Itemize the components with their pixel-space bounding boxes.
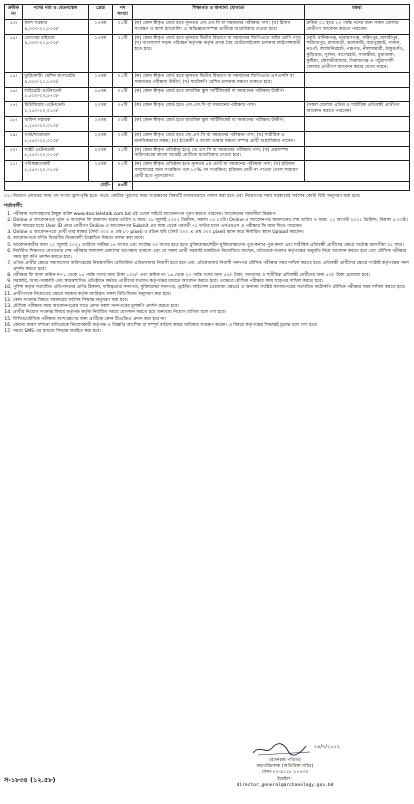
remark-cell <box>305 87 410 102</box>
count-cell: ০১টি <box>113 34 133 72</box>
remark-cell: (সকল জেলার এতিম ও শারীরিক প্রতিবন্ধী প্রার্থীগণ আবেদন করতে পারবেন) <box>305 102 410 117</box>
serial-cell: ২০। <box>5 146 23 161</box>
pay-scale: ৮,২৫০-২০,০১০/- <box>24 109 60 115</box>
signatory-email: ইমেইল-director_general@archaeology.gov.bd <box>236 776 334 788</box>
pay-scale: ৯,০০০-২১,৮০০/- <box>24 79 60 85</box>
signatory-phone: ফোন-০২-৯১২৮ ৮৭৫৩০ <box>261 770 309 776</box>
total-row <box>5 181 410 190</box>
remark-cell <box>305 117 410 132</box>
notice-page <box>4 4 410 796</box>
col-header-serial: ক্রমিক নং <box>5 5 23 20</box>
count-cell: ০৭টি <box>113 102 133 117</box>
reference-code: স-১৮৩৪ (১২.৫৮) <box>4 776 56 784</box>
post-name: গার্ড/দারোয়ান <box>24 132 51 138</box>
signature-date: ২৪/৭/২০২২ <box>313 744 340 750</box>
pay-scale: ৮,২৫০-২০,০১০/- <box>24 153 60 159</box>
count-cell: ০৩টি <box>113 117 133 132</box>
condition-item: 8. পরীক্ষার ফি বাবদ ক্রমিক নং-১ থেকে ১৫ পর্যন্ত পদের জন্য টাকা ১০০/- এবং ক্রমিক নং ১৬ থেকে ২২ পর্যন্ত পদের জন্য ৫০/- টাকা, অনগ্রসর ও শারীরিক প্রতিবন্ধী প্রার্থীদের জন্য ৫০/- টাকা প্রযোজ্য হবে। <box>13 273 410 279</box>
remark-cell <box>305 146 410 161</box>
remark-cell <box>305 131 410 146</box>
serial-cell: ১৮। <box>5 117 23 132</box>
serial-cell: ১৬। <box>5 87 23 102</box>
signatory-title: মহাপরিচালক (অতিরিক্ত সচিব) <box>256 764 314 770</box>
condition-item: 12. কোন সংক্রান্ত বিষয়ে সরকারের সর্বশেষ সিদ্ধান্ত অনুসরণ করা হবে। <box>13 298 410 304</box>
qualification-cell: (ক) কোন স্বীকৃত বোর্ড হতে ন্যূনতম দ্বিতীয় বিভাগে বা সমমানের জিপিএতে অষ্টম শ্রেণি পাস; (খ) বাংলাদেশ সড়ক পরিবহন কর্তৃপক্ষ কর্তৃক প্রদত্ত বৈধ মোটরসাইকেল চালনার লাইসেন্সধারী হতে হবে। <box>133 34 305 72</box>
serial-cell: ১৯। <box>5 131 23 146</box>
table-row <box>5 102 410 117</box>
condition-item: 17. সময়ে SMS এর মাধ্যমে সিদ্ধান্ত অবহিত করা হবে। <box>13 329 410 335</box>
condition-item: 3. Online এ আবেদনপত্রে প্রার্থী তার স্বাক্ষর (দৈর্ঘ্য ৩০০ × প্রস্থ ৮০ pixel) ও রঙিন ছবি (দৈর্ঘ্য ৩০০ × প্রস্থ ৩০০ pixel) স্ক্যান করে নির্ধারিত স্থানে Upload করবেন। <box>13 230 410 236</box>
post-name: লাইব্রেরি এটেনডেন্ট <box>24 88 62 94</box>
post-name: ডুপ্লিকেটিং মেশিন অপারেটর <box>24 73 76 79</box>
condition-item: 2. Online এ আবেদনপত্র পূরণ ও আবেদন ফি জমাদান শুরুর তারিখ ও সময়: ২৮ জুলাই ২০২২ খ্রিস্টাব্দ, সকাল ১০.০০টা। Online এ আবেদনপত্র জমাদানের শেষ তারিখ ও সময়: ১২ আগস্ট ২০২২ খ্রিস্টাব্দ, বিকাল ৫.০০টা। উক্ত সময়ের মধ্যে User ID প্রাপ্ত প্রার্থীগণ Online এ আবেদনপত্র Submit এর সময় থেকে পরবর্তী ৭২ ঘণ্টার মধ্যে এসএমএস এ পরীক্ষার ফি জমা দিতে পারবেন। <box>13 218 410 230</box>
condition-item: 5. আবেদনকারীর বয়স ১২ জুলাই ২০২২ তারিখে সর্বনিম্ন ১৮ বৎসর এবং সর্বোচ্চ ৩০ বৎসর হতে হবে। মুক্তিযোদ্ধা/শহীদ মুক্তিযোদ্ধাদের পুত্র-কন্যার পুত্র-কন্যা এবং শারীরিক প্রতিবন্ধী প্রার্থীদের ক্ষেত্রে সর্বোচ্চ বয়সসীমা ৩২ বছর। <box>13 243 410 249</box>
col-header-remark: মন্তব্য <box>305 5 410 20</box>
grade-cell: ১৮তম <box>89 87 113 102</box>
table-row <box>5 19 410 34</box>
table-row <box>5 87 410 102</box>
table-row <box>5 131 410 146</box>
table-header-row <box>5 5 410 20</box>
grade-cell: ১৭তম <box>89 34 113 72</box>
post-cell <box>23 34 89 72</box>
pay-scale: ৮,২৫০-২০,০১০/- <box>24 123 60 129</box>
count-cell: ০২টি <box>113 161 133 182</box>
condition-item: 1. পরীক্ষায় অংশগ্রহণের ইচ্ছুক ব্যক্তি www.doa.teletalk.com.bd এই ওয়েব সাইটে আবেদনপত্র পূরণ করতে পারবেন। আবেদনের সময়সীমা নিম্নরূপ: <box>13 212 410 218</box>
qualification-cell: (ক) কোন স্বীকৃত বোর্ড হতে মাধ্যমিক স্কুল সার্টিফিকেট বা সমমানের পরীক্ষায় উত্তীর্ণ। <box>133 87 305 102</box>
qualification-cell: (ক) কোন স্বীকৃত প্রতিষ্ঠান হতে জে.এস.সি বা সমমানের পরীক্ষায় পাস; (খ) প্রত্নসম্পদ অধিদপ্তরের কাজে আগ্রহী প্রার্থীকে অগ্রাধিকার দেওয়া হবে। <box>133 146 305 161</box>
grade-cell: ২০তম <box>89 161 113 182</box>
remark-cell: ক্রমিক ০১ হতে ২২ পর্যন্ত পদের জন্য সকল জেলার প্রার্থীগণ আবেদন করতে পারবেন। <box>305 19 410 34</box>
grade-cell: ১৭তম <box>89 19 113 34</box>
count-cell: ০৩টি <box>113 131 133 146</box>
condition-item: 7. এতিম প্রার্থীর ক্ষেত্রে সমাজসেবা অধিদপ্তরের নিয়ন্ত্রণাধীন রেজিস্টার্ড এতিমখানার নিবাসী হতে হবে এবং এতিমখানার নিবাসী সনদপত্র মৌখিক পরীক্ষার সময় দাখিল করতে হবে। প্রতিবন্ধী প্রার্থীদের ক্ষেত্রে সংশ্লিষ্ট কর্তৃপক্ষের সনদ প্রদর্শন করতে হবে। <box>13 261 410 273</box>
footer <box>4 738 410 796</box>
post-cell <box>23 117 89 132</box>
qualification-cell: (ক) কোন স্বীকৃত বোর্ড হতে ন্যূনতম দ্বিতীয় বিভাগে বা সমমানের জিপিএতে এসএসসি বা সমমানের পরীক্ষায় উত্তীর্ণ; (খ) ফটোকপি মেশিন চালনায় দক্ষতা থাকতে হবে। <box>133 72 305 87</box>
table-body <box>5 19 410 181</box>
serial-cell: ১৪। <box>5 34 23 72</box>
condition-item: 11. প্রার্থীগণকে নিয়োগের ক্ষেত্রে সরকার কর্তৃক জারিকৃত সকল বিধি-বিধান অনুসরণ করা হবে। <box>13 292 410 298</box>
post-cell <box>23 19 89 34</box>
condition-item: 4. আবেদনপত্রে বর্ণিত বিবরণীর নিয়মাবলী উল্লেখিত নিয়মে পালন করা যাবে। <box>13 236 410 242</box>
table-row <box>5 161 410 182</box>
remark-cell <box>305 161 410 182</box>
condition-item: 16. কোনো কারণ দর্শানো ব্যতিরেকে নিয়োগকারী কর্তৃপক্ষ এ বিজ্ঞপ্তি আংশিক বা সম্পূর্ণ বাতিল করার অধিকার সংরক্ষণ করেন। এ বিষয়ে কর্তৃপক্ষের সিদ্ধান্তই চূড়ান্ত বলে গণ্য হবে। <box>13 323 410 329</box>
qualification-cell: (ক) কোন স্বীকৃত বোর্ড হতে এস.এস.সি বা সমমানের পরীক্ষায় পাস। <box>133 102 305 117</box>
pay-scale: ৮,২৫০-২০,০১০/- <box>24 138 60 144</box>
count-cell: ০১টি <box>113 146 133 161</box>
post-name: ডেসপাচ রাইডার <box>24 35 55 41</box>
count-cell: ০১টি <box>113 19 133 34</box>
post-name: ক্যাশ সরকার <box>24 20 48 26</box>
grade-cell: ২০তম <box>89 146 113 161</box>
signatory-name: (রতনচন্দ্র পণ্ডিত) <box>269 758 301 763</box>
pay-scale: ৮,৫০০-২০,৫৭০/- <box>24 94 60 100</box>
condition-item: 10. পুলিশ কর্তৃক সত্যায়িত প্রতিপাদনের প্রাপ্তি ঠিকানা, দায়িত্বপ্রাপ্ত সনদপত্র, মুক্তিযোদ্ধা সনদপত্র, ড্রাইভিং লাইসেন্স (প্রযোজ্য ক্ষেত্রে) ও অন্যান্য সংশ্লিষ্ট কাগজপত্রের সত্যায়িত ফটোকপি মৌখিক পরীক্ষার সময় দাখিল করতে হবে। <box>13 285 410 291</box>
post-cell <box>23 161 89 182</box>
table-row <box>5 72 410 87</box>
grade-cell: ২০তম <box>89 102 113 117</box>
condition-item: 14. প্রার্থীর নিয়োগ সংক্রান্ত বিষয়ে কর্তৃপক্ষ কর্তৃক নির্ধারিত সময়ে যোগদান করতে হবে অন্যথায় নিয়োগ বাতিল বলে গণ্য হবে। <box>13 310 410 316</box>
pay-scale: ৮,২৫০-২০,০১০/- <box>24 168 60 174</box>
table-row <box>5 146 410 161</box>
serial-cell: ২১। <box>5 161 23 182</box>
handwritten-signature-icon <box>250 740 320 758</box>
qualification-cell: (ক) কোন স্বীকৃত বোর্ড হতে জে.এস.সি বা সমমানের পরীক্ষায় পাস; (খ) শারীরিক ও মানসিকভাবে সক্ষম; (গ) ইংরেজী ও বাংলা ভাষায় দক্ষতা সম্পন্ন প্রার্থী অগ্রাধিকার পাবেন। <box>133 131 305 146</box>
qualification-cell: (ক) কোন স্বীকৃত প্রতিষ্ঠান হতে ন্যূনতম ৫ম শ্রেণী বা সমমানের পরীক্ষায় পাস; (খ) হরিজন সম্প্রদায়ের জন্য সংরক্ষিত পদে ৮০% পদ সংরক্ষিত; হরিজন প্রার্থী না পাওয়া গেলে সাধারণ প্রার্থী হতে পূরণযোগ্য। <box>133 161 305 182</box>
remark-cell: নোট: মানিকগঞ্জ, নারায়ণগঞ্জ, ফরিদপুর, মাদারীপুর, শরীয়তপুর, রাজবাড়ী, ঝালকাঠি, জয়পুরহাট, পাবনা, নওগাঁ, লালমনিরহাট, পঞ্চগড়, নীলফামারী, ঠাকুরগাঁও, কুড়িগ্রাম, খুলনা, বাগেরহাট, সাতক্ষীরা, চুয়াডাঙ্গা, কুষ্টিয়া, মৌলভীবাজার, সিরাজগঞ্জ ও পটুয়াখালী জেলার প্রার্থীগণ আবেদন করার যোগ্য নহেন। <box>305 34 410 72</box>
grade-cell: ২০তম <box>89 131 113 146</box>
col-header-grade: গ্রেড <box>89 5 113 20</box>
remark-cell <box>305 72 410 87</box>
signature-block <box>230 740 340 789</box>
table-row <box>5 34 410 72</box>
posts-table <box>4 4 410 191</box>
post-name: সাইট এটেনডেন্ট <box>24 147 55 153</box>
grade-cell: ১৭তম <box>89 72 113 87</box>
count-cell: ০১টি <box>113 87 133 102</box>
col-header-post: পদের নাম ও বেতনস্কেল <box>23 5 89 20</box>
post-cell <box>23 102 89 117</box>
total-label: মোট- <box>5 181 113 190</box>
post-cell <box>23 72 89 87</box>
condition-item: 13. মৌখিক পরীক্ষার সময় আবেদনপত্রের সাথে প্রদত্ত সকল সনদপত্রের মূলকপি প্রদর্শন করতে হবে। <box>13 304 410 310</box>
col-header-qualification: শিক্ষাগত ও অন্যান্য যোগ্যতা <box>133 5 305 20</box>
signature-area <box>230 740 340 758</box>
pay-scale: ৯,০০০-২১,৮০০/- <box>24 41 60 47</box>
table-row <box>5 117 410 132</box>
post-cell <box>23 146 89 161</box>
post-cell <box>23 87 89 102</box>
col-header-count: পদ সংখ্যা <box>113 5 133 20</box>
serial-cell: ১৭। <box>5 102 23 117</box>
qualification-cell: (ক) কোন স্বীকৃত বোর্ড হতে ন্যূনতম এস.এস.সি বা সমমানের পরীক্ষায় পাস; (খ) হিসাব সংরক্ষণ ও ক্যাশ হ্যান্ডেলিং এ অভিজ্ঞতাসম্পন্ন প্রার্থীকে অগ্রাধিকার দেওয়া হবে। <box>133 19 305 34</box>
post-name: মিউজিয়াম এটেনডেন্ট <box>24 103 65 109</box>
conditions-list <box>4 212 410 335</box>
post-name: অফিস সহায়ক <box>24 118 51 123</box>
conditions-title: শর্তাবলী: <box>4 202 23 209</box>
post-name: পরিচ্ছন্নতাকর্মী <box>24 162 51 168</box>
serial-cell: ১৫। <box>5 72 23 87</box>
serial-cell: ১৩। <box>5 19 23 34</box>
total-empty <box>133 181 410 190</box>
condition-item: 6. নির্ধারিত শিক্ষাগত যোগ্যতার শেষ পরীক্ষার ফলাফল প্রকাশের অপেক্ষায় থাকলে এবং যে সকল প্রার্থী সরকারি চাকরিতে নিয়োজিত আছেন, তাঁদেরকে যথাযথ কর্তৃপক্ষের অনুমতি নিয়ে আবেদন করতে হবে এবং মৌখিক পরীক্ষার সময় মূল কপি প্রদর্শন করতে হবে। <box>13 249 410 261</box>
count-cell: ০১টি <box>113 72 133 87</box>
qualification-cell: (ক) কোন স্বীকৃত বোর্ড হতে মাধ্যমিক স্কুল সার্টিফিকেট বা সমমানের পরীক্ষায় উত্তীর্ণ। <box>133 117 305 132</box>
pay-scale: ৯,০০০-২১,৮০০/- <box>24 26 60 32</box>
quota-note: ০২। নিয়োগ প্রদানের সময় পদ সংখ্যা হ্রাস-বৃদ্ধি হতে পারে। কোটার পূরণের সময় সংরক্ষণের বিষয়টি যথাযথভাবে পালন করা হবে এবং নিয়োগের সময় সরকারের সর্বশেষ কোটা বিধি অনুসরণ করা হবে। <box>4 193 361 199</box>
post-cell <box>23 131 89 146</box>
condition-item: 9. সরকারি, আধা-সরকারি এবং স্বায়ত্তশাসিত প্রতিষ্ঠানে কর্মরত প্রার্থীদের যথাযথ কর্তৃপক্ষের মাধ্যমে আবেদন করতে হবে। এক্ষেত্রে মৌখিক পরীক্ষার সময় ছাড়পত্র দাখিল করতে হবে। <box>13 279 410 285</box>
total-value: ৪৬টি <box>113 181 133 190</box>
grade-cell: ২০তম <box>89 117 113 132</box>
condition-item: 15. লিখিত/মৌখিক পরীক্ষায় অংশগ্রহণের জন্য প্রার্থীকে কোন টিএ/ডিএ প্রদান করা হবে না। <box>13 317 410 323</box>
